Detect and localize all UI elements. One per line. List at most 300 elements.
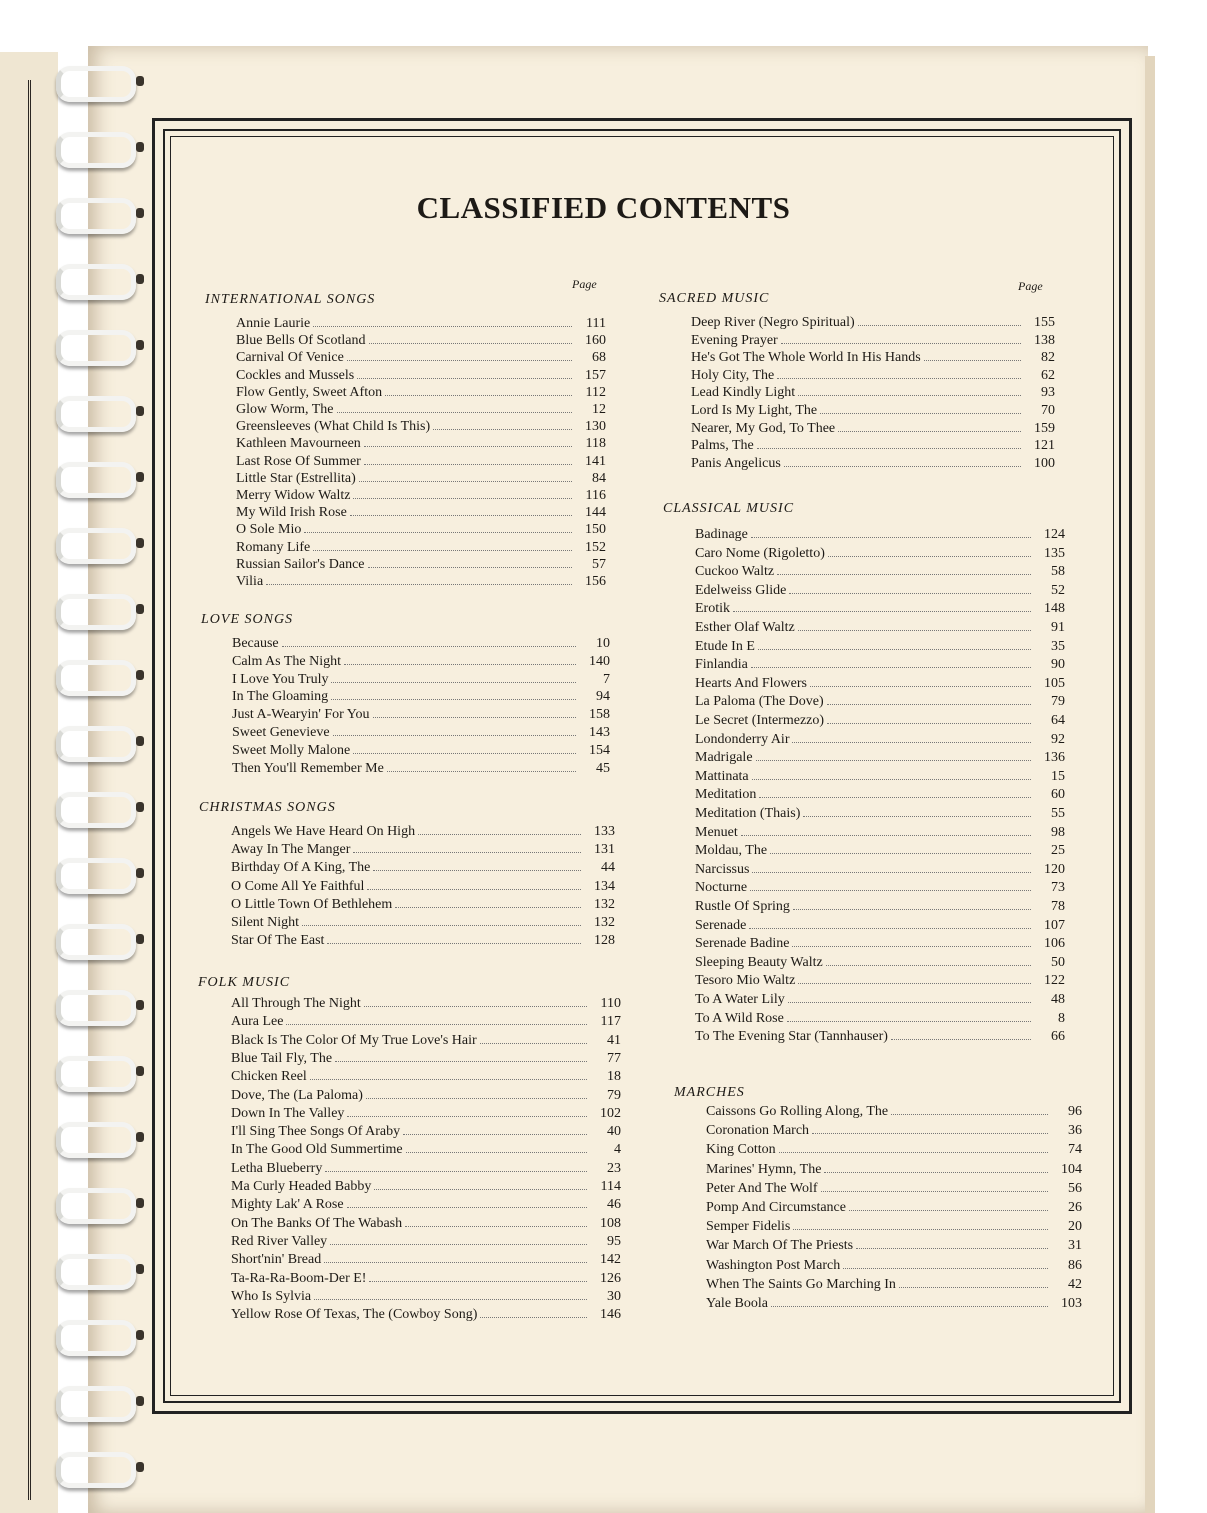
entry-title: Little Star (Estrellita) bbox=[236, 470, 356, 486]
entry-title: In The Gloaming bbox=[232, 689, 329, 705]
entry-page-number: 58 bbox=[1051, 564, 1065, 580]
contents-entry bbox=[231, 824, 615, 842]
entry-title: Serenade bbox=[695, 917, 747, 933]
entry-page-number: 121 bbox=[1034, 438, 1055, 454]
entry-title: Caro Nome (Rigoletto) bbox=[695, 545, 825, 561]
leader-dots bbox=[843, 1268, 1048, 1269]
entry-page-number: 91 bbox=[1051, 620, 1065, 635]
contents-entry bbox=[695, 1011, 1065, 1029]
contents-entry bbox=[695, 639, 1065, 657]
section-heading-marches: MARCHES bbox=[674, 1085, 745, 1100]
leader-dots bbox=[856, 1248, 1048, 1249]
entry-title: O Little Town Of Bethlehem bbox=[231, 896, 393, 912]
contents-entry bbox=[236, 350, 606, 368]
ring-hole bbox=[136, 802, 144, 812]
leader-dots bbox=[838, 431, 1021, 432]
entry-page-number: 36 bbox=[1068, 1123, 1082, 1139]
entry-page-number: 60 bbox=[1051, 787, 1065, 803]
contents-entry bbox=[232, 689, 610, 707]
entry-title: Panis Angelicus bbox=[691, 455, 781, 471]
entry-page-number: 48 bbox=[1051, 992, 1065, 1007]
leader-dots bbox=[373, 717, 576, 718]
contents-entry bbox=[231, 860, 615, 878]
binding-ring bbox=[38, 792, 128, 822]
entry-title: War March Of The Priests bbox=[706, 1238, 854, 1254]
contents-entry bbox=[706, 1277, 1082, 1295]
leader-dots bbox=[310, 1079, 587, 1080]
leader-dots bbox=[827, 723, 1031, 724]
entry-page-number: 104 bbox=[1061, 1161, 1082, 1177]
ring-loop bbox=[56, 330, 136, 366]
contents-entry bbox=[706, 1296, 1082, 1314]
leader-dots bbox=[364, 464, 572, 465]
ring-loop bbox=[56, 1056, 136, 1092]
contents-entry bbox=[236, 402, 606, 420]
leader-dots bbox=[331, 682, 576, 683]
entry-title: Sleeping Beauty Waltz bbox=[695, 954, 823, 970]
ring-loop bbox=[56, 264, 136, 300]
ring-hole bbox=[136, 1396, 144, 1406]
contents-entry bbox=[236, 522, 606, 540]
entry-title: Silent Night bbox=[231, 915, 300, 930]
entry-title: Annie Laurie bbox=[236, 316, 311, 331]
entry-page-number: 103 bbox=[1061, 1296, 1082, 1311]
leader-dots bbox=[749, 928, 1031, 929]
entry-title: Because bbox=[232, 636, 279, 651]
entry-title: Yale Boola bbox=[706, 1296, 768, 1311]
entry-page-number: 15 bbox=[1051, 768, 1065, 784]
leader-dots bbox=[849, 1210, 1048, 1211]
contents-entry bbox=[695, 899, 1065, 917]
contents-entry bbox=[231, 1271, 621, 1289]
entry-page-number: 128 bbox=[594, 933, 615, 949]
entry-title: Evening Prayer bbox=[691, 332, 778, 348]
entry-title: Nocturne bbox=[695, 880, 748, 896]
entry-title: Kathleen Mavourneen bbox=[236, 436, 361, 452]
entry-page-number: 156 bbox=[585, 574, 606, 589]
entry-title: Finlandia bbox=[695, 657, 748, 673]
entry-page-number: 78 bbox=[1051, 899, 1065, 914]
leader-dots bbox=[395, 907, 581, 908]
binding-ring bbox=[38, 1386, 128, 1416]
contents-entry bbox=[706, 1123, 1082, 1141]
entry-title: Caissons Go Rolling Along, The bbox=[706, 1104, 889, 1119]
leader-dots bbox=[406, 1152, 587, 1153]
entry-page-number: 96 bbox=[1068, 1104, 1082, 1119]
leader-dots bbox=[752, 872, 1031, 873]
leader-dots bbox=[480, 1043, 587, 1044]
entry-page-number: 105 bbox=[1044, 675, 1065, 691]
contents-entry bbox=[236, 454, 606, 472]
entry-title: Narcissus bbox=[695, 861, 750, 877]
ring-hole bbox=[136, 1462, 144, 1472]
entry-title: Letha Blueberry bbox=[231, 1160, 323, 1176]
leader-dots bbox=[374, 1189, 587, 1190]
leader-dots bbox=[750, 890, 1031, 891]
entry-page-number: 46 bbox=[607, 1197, 621, 1213]
leader-dots bbox=[787, 1021, 1031, 1022]
entry-title: Menuet bbox=[695, 824, 738, 840]
contents-entry bbox=[232, 654, 610, 672]
leader-dots bbox=[758, 649, 1031, 650]
contents-entry bbox=[695, 973, 1065, 991]
entry-page-number: 122 bbox=[1044, 973, 1065, 989]
contents-entry bbox=[695, 769, 1065, 787]
entry-title: Palms, The bbox=[691, 438, 754, 454]
contents-entry bbox=[695, 992, 1065, 1010]
entry-page-number: 126 bbox=[600, 1270, 621, 1286]
leader-dots bbox=[751, 667, 1031, 668]
entry-title: Marines' Hymn, The bbox=[706, 1161, 822, 1177]
leader-dots bbox=[756, 760, 1031, 761]
entry-title: O Sole Mio bbox=[236, 522, 302, 538]
section-heading-international: INTERNATIONAL SONGS bbox=[205, 292, 376, 307]
leader-dots bbox=[350, 515, 572, 516]
ring-loop bbox=[56, 1188, 136, 1224]
page-column-header-left: Page bbox=[572, 277, 597, 291]
leader-dots bbox=[314, 1299, 587, 1300]
entry-page-number: 50 bbox=[1051, 954, 1065, 970]
section-heading-christmas: CHRISTMAS SONGS bbox=[199, 800, 336, 815]
leader-dots bbox=[792, 742, 1031, 743]
ring-hole bbox=[136, 340, 144, 350]
leader-dots bbox=[770, 853, 1031, 854]
ring-hole bbox=[136, 1198, 144, 1208]
leader-dots bbox=[313, 326, 572, 327]
ring-loop bbox=[56, 1320, 136, 1356]
contents-entry bbox=[695, 713, 1065, 731]
entry-title: Cockles and Mussels bbox=[236, 367, 355, 383]
entry-page-number: 68 bbox=[592, 350, 606, 366]
contents-entry bbox=[231, 1197, 621, 1215]
contents-entry bbox=[691, 421, 1055, 439]
entry-page-number: 42 bbox=[1068, 1276, 1082, 1292]
leader-dots bbox=[418, 834, 581, 835]
entry-page-number: 144 bbox=[585, 505, 606, 521]
leader-dots bbox=[333, 735, 576, 736]
entry-title: Ta-Ra-Ra-Boom-Der E! bbox=[231, 1270, 367, 1286]
contents-entry bbox=[695, 806, 1065, 824]
ring-hole bbox=[136, 538, 144, 548]
entry-page-number: 86 bbox=[1068, 1257, 1082, 1273]
contents-entry bbox=[695, 657, 1065, 675]
ring-loop bbox=[56, 858, 136, 894]
entry-title: When The Saints Go Marching In bbox=[706, 1276, 896, 1292]
contents-entry bbox=[231, 1124, 621, 1142]
entry-title: Blue Tail Fly, The bbox=[231, 1050, 333, 1066]
contents-entry bbox=[231, 1106, 621, 1124]
entry-page-number: 118 bbox=[585, 436, 606, 452]
binding-ring bbox=[38, 66, 128, 96]
leader-dots bbox=[367, 889, 581, 890]
contents-entry bbox=[231, 1252, 621, 1270]
entry-title: Peter And The Wolf bbox=[706, 1180, 818, 1196]
leader-dots bbox=[347, 1207, 587, 1208]
leader-dots bbox=[798, 395, 1021, 396]
entry-page-number: 107 bbox=[1044, 917, 1065, 933]
entry-title: King Cotton bbox=[706, 1142, 776, 1158]
leader-dots bbox=[302, 925, 581, 926]
ring-loop bbox=[56, 132, 136, 168]
leader-dots bbox=[304, 532, 572, 533]
contents-entry bbox=[695, 862, 1065, 880]
ring-hole bbox=[136, 670, 144, 680]
entry-page-number: 18 bbox=[607, 1069, 621, 1085]
contents-entry bbox=[691, 350, 1055, 368]
entry-page-number: 30 bbox=[607, 1288, 621, 1304]
entry-title: Londonderry Air bbox=[695, 731, 790, 747]
contents-entry bbox=[695, 918, 1065, 936]
contents-entry bbox=[236, 436, 606, 454]
entry-page-number: 135 bbox=[1044, 545, 1065, 561]
contents-entry bbox=[231, 933, 615, 951]
entry-title: Deep River (Negro Spiritual) bbox=[691, 315, 855, 330]
ring-hole bbox=[136, 472, 144, 482]
entry-page-number: 98 bbox=[1051, 824, 1065, 840]
entry-page-number: 157 bbox=[585, 367, 606, 383]
leader-dots bbox=[347, 1116, 587, 1117]
entry-title: Short'nin' Bread bbox=[231, 1252, 322, 1268]
contents-entry bbox=[236, 333, 606, 351]
entry-title: Black Is The Color Of My True Love's Hair bbox=[231, 1032, 477, 1048]
leader-dots bbox=[826, 965, 1031, 966]
leader-dots bbox=[891, 1114, 1048, 1115]
entry-page-number: 10 bbox=[596, 636, 610, 651]
leader-dots bbox=[793, 909, 1031, 910]
leader-dots bbox=[924, 360, 1021, 361]
leader-dots bbox=[827, 704, 1031, 705]
leader-dots bbox=[789, 593, 1031, 594]
entry-page-number: 154 bbox=[589, 742, 610, 758]
entry-title: Serenade Badine bbox=[695, 936, 790, 952]
entry-title: Sweet Genevieve bbox=[232, 725, 330, 740]
leader-dots bbox=[803, 816, 1031, 817]
leader-dots bbox=[357, 378, 572, 379]
binding-ring bbox=[38, 1056, 128, 1086]
binding-ring bbox=[38, 1188, 128, 1218]
contents-entry bbox=[231, 1161, 621, 1179]
entry-title: Who Is Sylvia bbox=[231, 1288, 312, 1304]
ring-loop bbox=[56, 66, 136, 102]
entry-page-number: 52 bbox=[1051, 582, 1065, 598]
entry-page-number: 116 bbox=[585, 488, 606, 503]
contents-entry bbox=[691, 456, 1055, 474]
entry-title: Away In The Manger bbox=[231, 842, 351, 858]
leader-dots bbox=[741, 835, 1031, 836]
contents-entry bbox=[695, 880, 1065, 898]
entry-page-number: 110 bbox=[600, 996, 621, 1011]
entry-title: Vilia bbox=[236, 574, 264, 589]
contents-entry bbox=[236, 316, 606, 334]
leader-dots bbox=[858, 325, 1021, 326]
entry-page-number: 140 bbox=[589, 653, 610, 669]
leader-dots bbox=[353, 498, 572, 499]
ring-hole bbox=[136, 1264, 144, 1274]
binding-ring bbox=[38, 462, 128, 492]
entry-title: Erotik bbox=[695, 601, 730, 617]
ring-hole bbox=[136, 1066, 144, 1076]
entry-title: My Wild Irish Rose bbox=[236, 505, 347, 521]
ring-hole bbox=[136, 1132, 144, 1142]
entry-page-number: 62 bbox=[1041, 367, 1055, 383]
leader-dots bbox=[784, 466, 1021, 467]
entry-page-number: 106 bbox=[1044, 936, 1065, 952]
entry-title: Merry Widow Waltz bbox=[236, 488, 351, 503]
contents-entry bbox=[231, 915, 615, 933]
contents-entry bbox=[691, 333, 1055, 351]
entry-page-number: 70 bbox=[1041, 403, 1055, 418]
leader-dots bbox=[403, 1134, 587, 1135]
entry-page-number: 8 bbox=[1058, 1010, 1065, 1026]
contents-entry bbox=[231, 1216, 621, 1234]
ring-loop bbox=[56, 1452, 136, 1488]
entry-title: La Paloma (The Dove) bbox=[695, 694, 824, 710]
entry-title: Hearts And Flowers bbox=[695, 675, 807, 691]
leader-dots bbox=[788, 1002, 1031, 1003]
contents-entry bbox=[231, 897, 615, 915]
contents-entry bbox=[691, 403, 1055, 421]
entry-title: Esther Olaf Waltz bbox=[695, 620, 795, 635]
entry-page-number: 57 bbox=[592, 556, 606, 572]
contents-entry bbox=[236, 540, 606, 558]
ring-hole bbox=[136, 604, 144, 614]
entry-title: Mattinata bbox=[695, 768, 749, 784]
contents-entry bbox=[695, 694, 1065, 712]
leader-dots bbox=[369, 343, 573, 344]
leader-dots bbox=[364, 446, 572, 447]
leader-dots bbox=[733, 611, 1031, 612]
contents-entry bbox=[236, 488, 606, 506]
entry-title: Holy City, The bbox=[691, 367, 775, 383]
contents-entry bbox=[695, 750, 1065, 768]
entry-page-number: 155 bbox=[1034, 315, 1055, 330]
leader-dots bbox=[347, 360, 572, 361]
ring-loop bbox=[56, 924, 136, 960]
contents-entry bbox=[236, 368, 606, 386]
entry-page-number: 112 bbox=[585, 384, 606, 400]
leader-dots bbox=[820, 413, 1021, 414]
entry-page-number: 7 bbox=[603, 671, 610, 687]
contents-entry bbox=[695, 527, 1065, 545]
leader-dots bbox=[325, 1171, 587, 1172]
entry-page-number: 130 bbox=[585, 419, 606, 435]
entry-title: Meditation bbox=[695, 787, 757, 803]
ring-loop bbox=[56, 1122, 136, 1158]
entry-title: Yellow Rose Of Texas, The (Cowboy Song) bbox=[231, 1307, 478, 1323]
contents-entry bbox=[706, 1219, 1082, 1237]
entry-page-number: 108 bbox=[600, 1215, 621, 1231]
leader-dots bbox=[891, 1039, 1031, 1040]
contents-entry bbox=[232, 707, 610, 725]
leader-dots bbox=[810, 686, 1031, 687]
contents-entry bbox=[695, 843, 1065, 861]
contents-entry bbox=[232, 672, 610, 690]
page-stack-edge bbox=[1145, 56, 1155, 1513]
entry-title: Just A-Wearyin' For You bbox=[232, 707, 370, 723]
entry-title: Washington Post March bbox=[706, 1257, 841, 1273]
entry-title: Birthday Of A King, The bbox=[231, 860, 371, 876]
leader-dots bbox=[812, 1133, 1048, 1134]
binding-ring bbox=[38, 594, 128, 624]
entry-page-number: 152 bbox=[585, 539, 606, 555]
binding-ring bbox=[38, 132, 128, 162]
leader-dots bbox=[405, 1226, 587, 1227]
ring-hole bbox=[136, 1330, 144, 1340]
binding-ring bbox=[38, 330, 128, 360]
entry-page-number: 26 bbox=[1068, 1200, 1082, 1215]
ring-hole bbox=[136, 406, 144, 416]
leader-dots bbox=[335, 1061, 587, 1062]
leader-dots bbox=[369, 1281, 587, 1282]
contents-entry bbox=[706, 1238, 1082, 1256]
left-page-border bbox=[0, 80, 31, 1500]
leader-dots bbox=[331, 699, 576, 700]
contents-entry bbox=[232, 743, 610, 761]
entry-title: In The Good Old Summertime bbox=[231, 1142, 403, 1158]
entry-page-number: 150 bbox=[585, 522, 606, 538]
entry-title: He's Got The Whole World In His Hands bbox=[691, 350, 921, 366]
entry-title: Carnival Of Venice bbox=[236, 350, 344, 366]
ring-loop bbox=[56, 528, 136, 564]
contents-entry bbox=[231, 1234, 621, 1252]
ring-hole bbox=[136, 142, 144, 152]
contents-entry bbox=[706, 1200, 1082, 1218]
binding-ring bbox=[38, 528, 128, 558]
entry-page-number: 40 bbox=[607, 1124, 621, 1140]
entry-page-number: 64 bbox=[1051, 713, 1065, 728]
entry-title: Chicken Reel bbox=[231, 1069, 307, 1085]
entry-page-number: 132 bbox=[594, 915, 615, 930]
binding-ring bbox=[38, 396, 128, 426]
entry-page-number: 41 bbox=[607, 1032, 621, 1048]
leader-dots bbox=[821, 1191, 1048, 1192]
entry-title: I Love You Truly bbox=[232, 671, 329, 687]
entry-page-number: 111 bbox=[586, 316, 606, 331]
entry-page-number: 25 bbox=[1051, 843, 1065, 859]
entry-title: Tesoro Mio Waltz bbox=[695, 973, 796, 989]
leader-dots bbox=[771, 1306, 1048, 1307]
entry-title: Moldau, The bbox=[695, 843, 768, 859]
leader-dots bbox=[385, 395, 572, 396]
entry-title: Mighty Lak' A Rose bbox=[231, 1197, 344, 1213]
leader-dots bbox=[359, 481, 572, 482]
contents-entry bbox=[695, 936, 1065, 954]
leader-dots bbox=[373, 870, 581, 871]
contents-entry bbox=[691, 368, 1055, 386]
contents-entry bbox=[232, 725, 610, 743]
binding-ring bbox=[38, 726, 128, 756]
leader-dots bbox=[781, 343, 1021, 344]
entry-page-number: 148 bbox=[1044, 601, 1065, 617]
contents-entry bbox=[232, 636, 610, 654]
contents-entry bbox=[695, 546, 1065, 564]
entry-page-number: 56 bbox=[1068, 1180, 1082, 1196]
leader-dots bbox=[366, 1098, 587, 1099]
binding-ring bbox=[38, 858, 128, 888]
entry-title: Lord Is My Light, The bbox=[691, 403, 818, 418]
binding-ring bbox=[38, 1452, 128, 1482]
entry-title: Coronation March bbox=[706, 1123, 810, 1139]
entry-page-number: 79 bbox=[1051, 694, 1065, 710]
contents-entry bbox=[695, 601, 1065, 619]
contents-entry bbox=[691, 315, 1055, 333]
entry-page-number: 131 bbox=[594, 842, 615, 858]
entry-title: On The Banks Of The Wabash bbox=[231, 1215, 403, 1231]
leader-dots bbox=[324, 1262, 587, 1263]
contents-entry bbox=[231, 996, 621, 1014]
contents-entry bbox=[231, 842, 615, 860]
entry-page-number: 45 bbox=[596, 760, 610, 776]
